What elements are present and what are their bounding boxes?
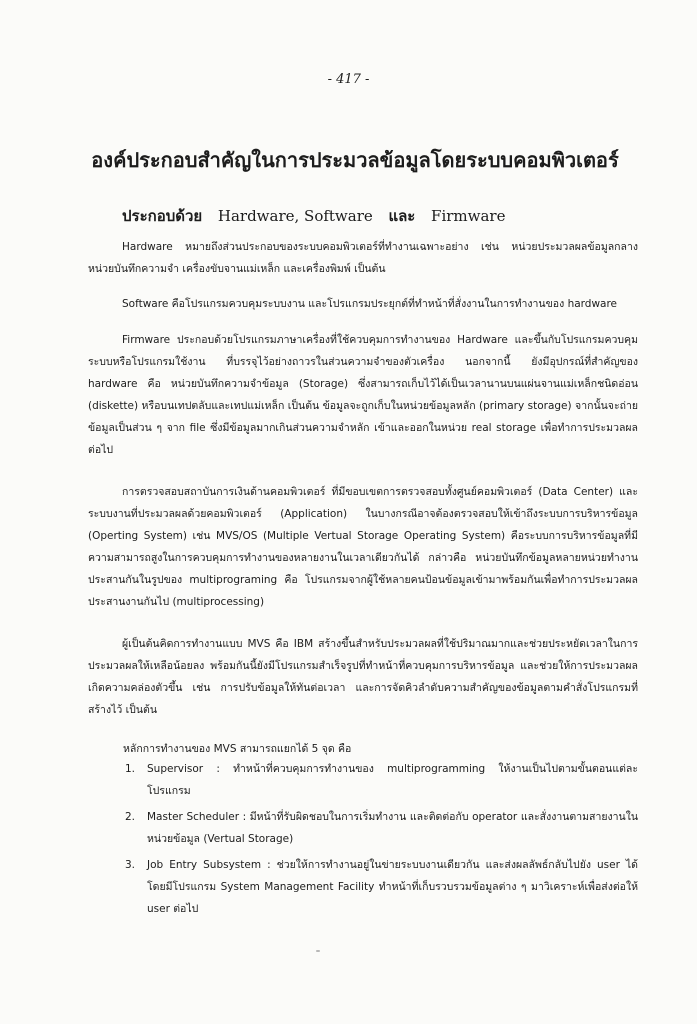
- page-title: องค์ประกอบสำคัญในการประมวลข้อมูลโดยระบบคอมพิวเตอร์: [91, 148, 619, 172]
- scan-mark: [316, 950, 320, 952]
- list-item-number: 2.: [125, 811, 136, 823]
- list-item: [88, 854, 638, 920]
- list-item: [88, 758, 638, 802]
- list-item: [88, 806, 638, 850]
- mvs-principles-list: [88, 758, 638, 924]
- list-item-number: 1.: [125, 763, 136, 775]
- paragraph-firmware: Firmware ประกอบด้วยโปรแกรมภาษาเครื่องที่ใช้ควบคุมการทำงานของ Hardware และขึ้นกับโปรแกรมควบคุมระบบหรือโปรแกรมใช้งาน ที่บรรจุไว้อย่างถาวรในส่วนความจำของตัวเครื่อง นอกจากนี้ ยังมีอุปกรณ์ที่สำคัญของ hardware คือ หน่วยบันทึกความจำข้อมูล (Storage) ซึ่งสามารถเก็บไว้ได้เป็นเวลานานบนแผ่นจานแม่เหล็กชนิดอ่อน (diskette) หรือบนเทปตลับและเทปแม่เหล็ก เป็นต้น ข้อมูลจะถูกเก็บในหน่วยข้อมูลหลัก (primary storage) จากนั้นจะถ่ายข้อมูลเป็นส่วน ๆ จาก file ซึ่งมีข้อมูลมากเกินส่วนความจำหลัก เข้าและออกในหน่วย real storage เพื่อทำการประมวลผลต่อไป: [88, 334, 638, 456]
- paragraph-software: Software คือโปรแกรมควบคุมระบบงาน และโปรแกรมประยุกต์ที่ทำหน้าที่สั่งงานในการทำงานของ hardware: [122, 298, 618, 310]
- list-item-text: Supervisor : ทำหน้าที่ควบคุมการทำงานของ multiprogramming ให้งานเป็นไปตามขั้นตอนแต่ละโปรแกรม: [147, 763, 638, 797]
- page-number: - 417 -: [327, 72, 370, 87]
- subtitle-conjunction: และ: [388, 207, 416, 225]
- subtitle-last-term: Firmware: [431, 207, 506, 225]
- paragraph-audit: การตรวจสอบสถาบันการเงินด้านคอมพิวเตอร์ ที่มีขอบเขตการตรวจสอบทั้งศูนย์คอมพิวเตอร์ (Data Center) และระบบงานที่ประมวลผลด้วยคอมพิวเตอร์ (Application) ในบางกรณีอาจต้องตรวจสอบให้เข้าถึงระบบการบริหารข้อมูล (Operting System) เช่น MVS/OS (Multiple Vertual Storage Operating System) คือระบบการบริหารข้อมูลที่มีความสามารถสูงในการควบคุมการทำงานของหลายงานในเวลาเดียวกันได้ กล่าวคือ หน่วยบันทึกข้อมูลหลายหน่วยทำงานประสานกันในรูปของ multiprograming คือ โปรแกรมจากผู้ใช้หลายคนป้อนข้อมูลเข้ามาพร้อมกันเพื่อทำการประมวลผลประสานงานกันไป (multiprocessing): [88, 486, 638, 608]
- subtitle-prefix: ประกอบด้วย: [122, 207, 203, 225]
- list-item-text: Master Scheduler : มีหน้าที่รับผิดชอบในการเริ่มทำงาน และติดต่อกับ operator และสั่งงานตามสายงานในหน่วยข้อมูล (Vertual Storage): [147, 811, 638, 845]
- paragraph-hardware: Hardware หมายถึงส่วนประกอบของระบบคอมพิวเตอร์ที่ทำงานเฉพาะอย่าง เช่น หน่วยประมวลผลข้อมูลกลาง หน่วยบันทึกความจำ เครื่องขับจานแม่เหล็ก และเครื่องพิมพ์ เป็นต้น: [88, 241, 638, 275]
- subtitle-terms: Hardware, Software: [217, 207, 373, 225]
- list-item-number: 3.: [125, 859, 136, 871]
- list-item-text: Job Entry Subsystem : ช่วยให้การทำงานอยู่ในข่ายระบบงานเดียวกัน และส่งผลลัพธ์กลับไปยัง user ได้ โดยมีโปรแกรม System Management Facility ทำหน้าที่เก็บรวบรวมข้อมูลต่าง ๆ มาวิเคราะห์เพื่อส่งต่อให้ user ต่อไป: [147, 859, 638, 915]
- paragraph-mvs: ผู้เป็นต้นคิดการทำงานแบบ MVS คือ IBM สร้างขึ้นสำหรับประมวลผลที่ใช้ปริมาณมากและช่วยประหยัดเวลาในการประมวลผลให้เหลือน้อยลง พร้อมกันนี้ยังมีโปรแกรมสำเร็จรูปที่ทำหน้าที่ควบคุมการบริหารข้อมูล และช่วยให้การประมวลผลเกิดความคล่องตัวขึ้น เช่น การปรับข้อมูลให้ทันต่อเวลา และการจัดคิวลำดับความสำคัญของข้อมูลตามคำสั่งโปรแกรมที่สร้างไว้ เป็นต้น: [88, 638, 638, 716]
- list-intro: หลักการทำงานของ MVS สามารถแยกได้ 5 จุด คือ: [123, 743, 352, 755]
- section-subtitle: [122, 204, 505, 228]
